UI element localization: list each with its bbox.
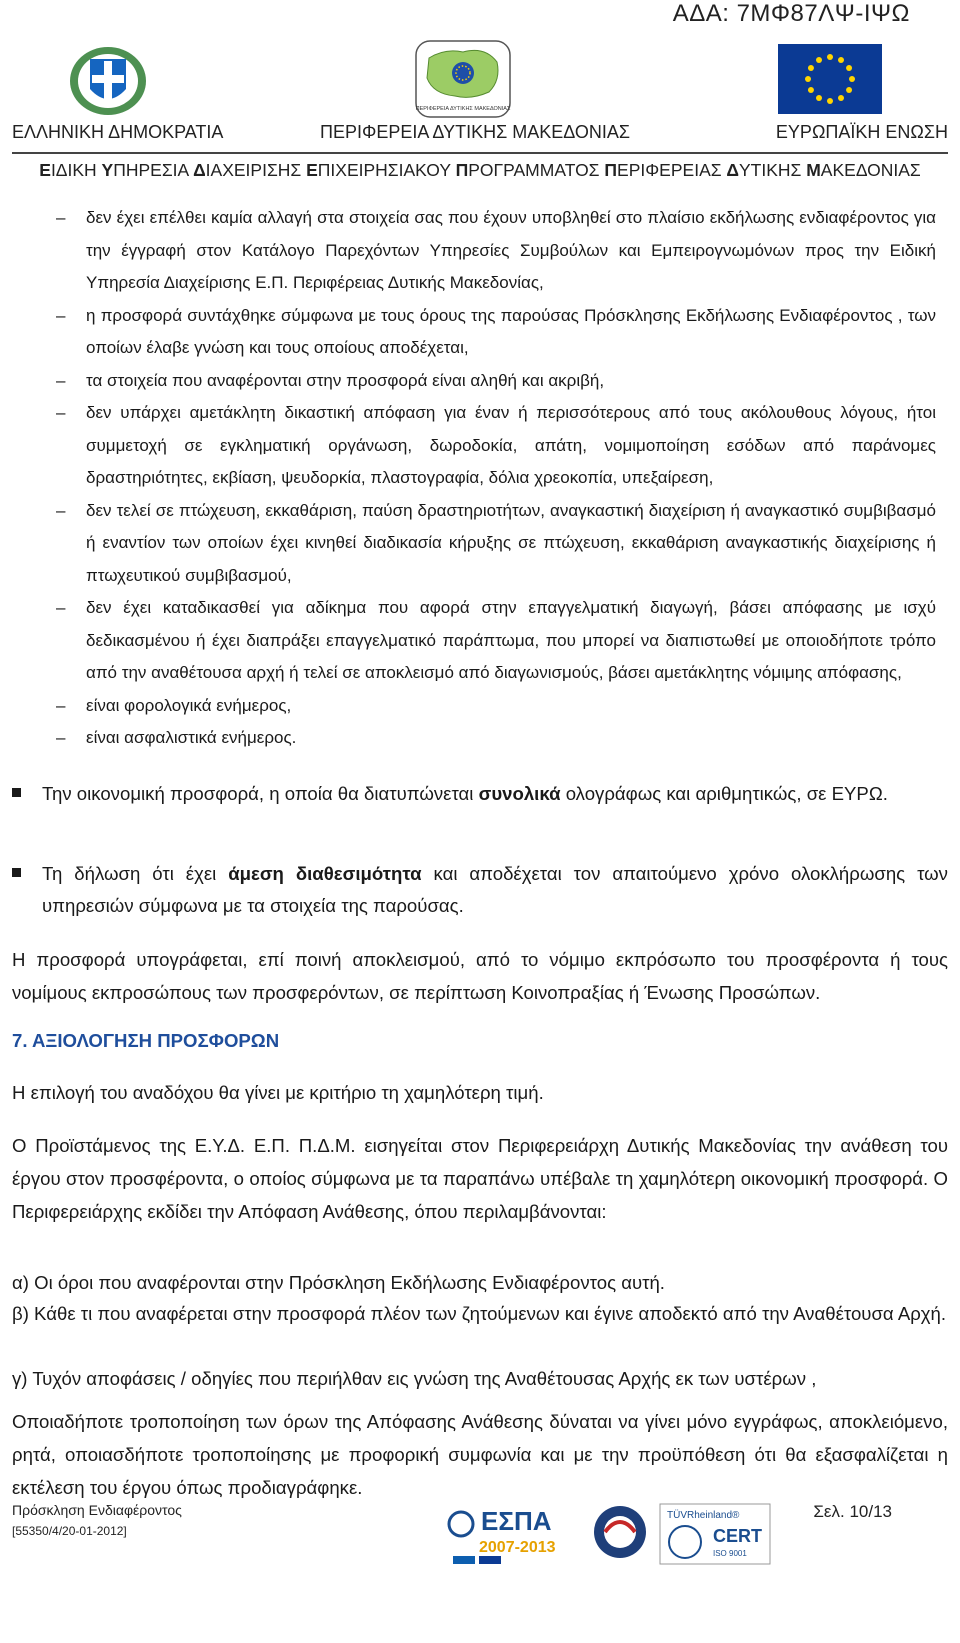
footer-logos	[445, 1502, 775, 1566]
item-b: β) Κάθε τι που αναφέρεται στην προσφορά πλέον των ζητούμενων και έγινε αποδεκτό από την Αναθέτουσα Αρχή.	[12, 1303, 947, 1324]
list-item: – τα στοιχεία που αναφέρονται στην προσφορά είναι αληθή και ακριβή,	[56, 365, 936, 398]
eu-star-icon	[849, 76, 855, 82]
section-heading: 7. ΑΞΙΟΛΟΓΗΣΗ ΠΡΟΣΦΟΡΩΝ	[12, 1030, 280, 1051]
bullet-financial-offer	[12, 778, 948, 810]
bullet-text: και αποδέχεται τον απαιτούμενο χρόνο ολοκλήρωσης των υπηρεσιών σύμφωνα με τα στοιχεία της παρούσας.	[42, 863, 948, 916]
eu-star-icon	[808, 87, 814, 93]
list-item: – δεν έχει επέλθει καμία αλλαγή στα στοιχεία σας που έχουν υποβληθεί στο πλαίσιο εκδήλωσης ενδιαφέροντος για την έγγραφή στον Κατάλογο Παρεχόντων Υπηρεσίες Συμβούλων και Εμπειρογνωμόνων προς την Ειδική Υπηρεσία Διαχείρισης Ε.Π. Περιφέρειας Δυτικής Μακεδονίας,	[56, 202, 936, 300]
list-item: – δεν έχει καταδικασθεί για αδίκημα που αφορά στην επαγγελματική διαγωγή, βάσει απόφασης με ισχύ δεδικασμένου ή έχει διαπράξει επαγγελματικό παράπτωμα, που μπορεί να διαπιστωθεί με οποιοδήποτε τρόπο από την αναθέτουσα αρχή ή τελεί σε αποκλεισμό από διαγωνισμούς, βάσει αμετάκλητης νόμιμης απόφασης,	[56, 592, 936, 690]
eu-star-icon	[808, 65, 814, 71]
header-subtitle: ΕΙΔΙΚΗ ΥΠΗΡΕΣΙΑ ΔΙΑΧΕΙΡΙΣΗΣ ΕΠΙΧΕΙΡΗΣΙΑΚΟΥ ΠΡΟΓΡΑΜΜΑΤΟΣ ΠΕΡΙΦΕΡΕΙΑΣ ΔΥΤΙΚΗΣ ΜΑΚΕΔΟΝΙΑΣ	[39, 160, 921, 180]
bullet-availability	[12, 858, 948, 922]
bullet-bold-text: συνολικά	[478, 783, 561, 804]
eu-star-icon	[838, 57, 844, 63]
eu-flag-logo	[778, 44, 882, 114]
region-logo-caption: ΠΕΡΙΦΕΡΕΙΑ ΔΥΤΙΚΗΣ ΜΑΚΕΔΟΝΙΑΣ	[415, 106, 511, 112]
eu-star-icon	[846, 65, 852, 71]
region-logo	[415, 40, 511, 118]
list-item: – είναι φορολογικά ενήμερος,	[56, 690, 936, 723]
espa-years-text: 2007-2013	[479, 1539, 556, 1556]
eu-star-icon	[827, 98, 833, 104]
declarations-list	[56, 202, 936, 755]
header-left-label: ΕΛΛΗΝΙΚΗ ΔΗΜΟΚΡΑΤΙΑ	[12, 122, 224, 142]
bullet-text: Τη δήλωση ότι έχει	[42, 863, 229, 884]
tuv-iso-text: ISO 9001	[713, 1549, 747, 1558]
square-bullet-icon	[12, 868, 21, 877]
eu-star-icon	[816, 95, 822, 101]
tuv-brand-text: TÜVRheinland®	[667, 1510, 740, 1521]
list-item: – είναι ασφαλιστικά ενήμερος.	[56, 722, 936, 755]
eu-star-icon	[827, 54, 833, 60]
item-a: α) Οι όροι που αναφέρονται στην Πρόσκληση Εκδήλωσης Ενδιαφέροντος αυτή.	[12, 1272, 665, 1293]
signature-paragraph: Η προσφορά υπογράφεται, επί ποινή αποκλεισμού, από το νόμιμο εκπρόσωπο του προσφέροντα ή τους νομίμους εκπροσώπους των προσφερόντων, σε περίπτωση Κοινοπραξίας ή Ένωσης Προσώπων.	[12, 949, 948, 1003]
footer-doc-title: Πρόσκληση Ενδιαφέροντος	[12, 1502, 182, 1518]
square-bullet-icon	[12, 788, 21, 797]
bullet-bold-text: άμεση διαθεσιμότητα	[228, 863, 422, 884]
list-item: – η προσφορά συντάχθηκε σύμφωνα με τους όρους της παρούσας Πρόσκλησης Εκδήλωσης Ενδιαφέροντος , των οποίων έλαβε γνώση και τους οποίους αποδέχεται,	[56, 300, 936, 365]
header-right-label: ΕΥΡΩΠΑΪΚΗ ΕΝΩΣΗ	[775, 122, 948, 142]
tuv-cert-logo	[660, 1504, 770, 1564]
tuv-cert-text: CERT	[713, 1526, 762, 1546]
espa-logo	[445, 1502, 565, 1566]
eu-star-icon	[838, 95, 844, 101]
page-number: Σελ. 10/13	[813, 1502, 892, 1521]
espa-logo-text: ΕΣΠΑ	[481, 1506, 552, 1536]
list-item: – δεν τελεί σε πτώχευση, εκκαθάριση, παύση δραστηριοτήτων, αναγκαστική διαχείριση ή αναγκαστικό συμβιβασμό ή εναντίον των οποίων έχει κινηθεί διαδικασία κήρυξης σε πτώχευση, εκκαθάριση αναγκαστικής διαχείρισης ή πτωχευτικού συμβιβασμού,	[56, 495, 936, 593]
ada-code: ΑΔΑ: 7ΜΦ87ΛΨ-ΙΨΩ	[672, 0, 910, 27]
bullet-text: Την οικονομική προσφορά, η οποία θα διατυπώνεται	[42, 783, 479, 804]
proposal-paragraph: Ο Προϊστάμενος της Ε.Υ.Δ. Ε.Π. Π.Δ.Μ. εισηγείται στον Περιφερειάρχη Δυτικής Μακεδονίας την ανάθεση του έργου στον προσφέροντα, ο οποίος σύμφωνα με τα παραπάνω υπέβαλε τη χαμηλότερη οικονομική προσφορά. Ο Περιφερειάρχης εκδίδει την Απόφαση Ανάθεσης, όπου περιλαμβάνονται:	[12, 1135, 948, 1222]
bullet-text: ολογράφως και αριθμητικώς, σε ΕΥΡΩ.	[560, 783, 888, 804]
greek-coat-of-arms-logo	[68, 45, 148, 117]
amendment-paragraph: Οποιαδήποτε τροποποίηση των όρων της Απόφασης Ανάθεσης δύναται να γίνει μόνο εγγράφως, αποκλειόμενο, ρητά, οποιασδήποτε τροποποίησης με προφορική συμφωνία και με την προϋπόθεση ότι θα εξασφαλίζεται η εκτέλεση του έργου όπως προδιαγράφηκε.	[12, 1411, 948, 1498]
list-item: – δεν υπάρχει αμετάκλητη δικαστική απόφαση για έναν ή περισσότερους από τους ακόλουθους λόγους, ήτοι συμμετοχή σε εγκληματική οργάνωση, δωροδοκία, απάτη, νομιμοποίηση εσόδων από παράνομες δραστηριότητες, εκβίαση, ψευδορκία, πλαστογραφία, δόλια χρεοκοπία, υπεξαίρεση,	[56, 397, 936, 495]
eu-star-icon	[816, 57, 822, 63]
header-rule	[12, 152, 948, 154]
eu-star-icon	[846, 87, 852, 93]
eu-star-icon	[805, 76, 811, 82]
item-c: γ) Τυχόν αποφάσεις / οδηγίες που περιήλθαν εις γνώση της Αναθέτουσας Αρχής εκ των υστέρων ,	[12, 1368, 817, 1389]
ep-ring-logo	[594, 1506, 646, 1558]
footer-ref: [55350/4/20-01-2012]	[12, 1524, 127, 1538]
criterion-paragraph: Η επιλογή του αναδόχου θα γίνει με κριτήριο τη χαμηλότερη τιμή.	[12, 1082, 544, 1103]
header-center-label: ΠΕΡΙΦΕΡΕΙΑ ΔΥΤΙΚΗΣ ΜΑΚΕΔΟΝΙΑΣ	[320, 122, 631, 142]
